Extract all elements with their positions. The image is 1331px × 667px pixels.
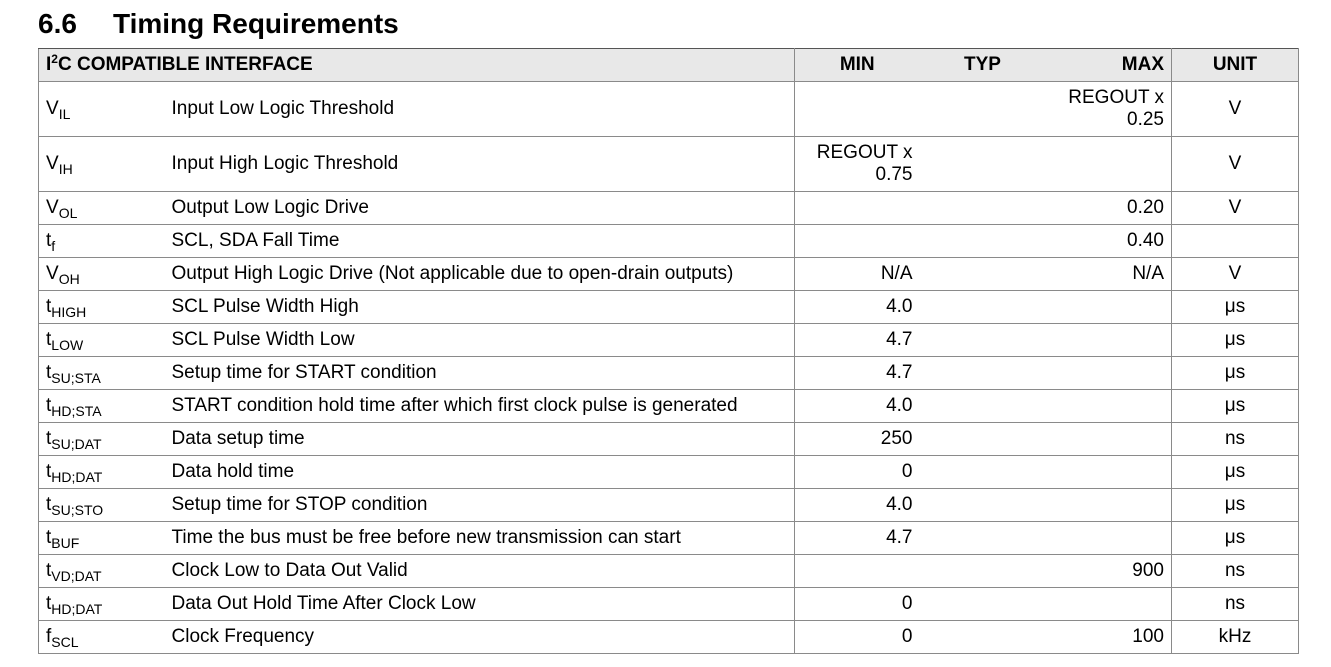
parameter-description: Setup time for STOP condition — [165, 489, 795, 522]
symbol-subscript: IL — [58, 106, 71, 122]
parameter-description: SCL Pulse Width Low — [165, 324, 795, 357]
header-interface — [39, 49, 795, 82]
table-row — [39, 489, 1299, 522]
typ-value — [920, 522, 1046, 555]
symbol-subscript: SCL — [51, 634, 79, 650]
table-row — [39, 588, 1299, 621]
parameter-symbol — [39, 225, 165, 258]
min-value: 0 — [795, 621, 920, 654]
typ-value — [920, 390, 1046, 423]
min-value: 250 — [795, 423, 920, 456]
min-value: 4.0 — [795, 489, 920, 522]
unit-value: μs — [1172, 456, 1299, 489]
symbol-base: t — [46, 296, 52, 317]
symbol-subscript: SU;STA — [51, 370, 101, 386]
symbol-base: t — [46, 560, 52, 581]
unit-value: μs — [1172, 390, 1299, 423]
table-row — [39, 621, 1299, 654]
typ-value — [920, 588, 1046, 621]
parameter-symbol — [39, 258, 165, 291]
unit-value: μs — [1172, 291, 1299, 324]
parameter-description: SCL Pulse Width High — [165, 291, 795, 324]
max-value — [1046, 489, 1172, 522]
parameter-symbol — [39, 291, 165, 324]
unit-value: ns — [1172, 423, 1299, 456]
min-value-line: REGOUT x — [816, 142, 913, 163]
symbol-subscript: HD;DAT — [51, 601, 103, 617]
unit-value: μs — [1172, 489, 1299, 522]
parameter-description: Time the bus must be free before new transmission can start — [165, 522, 795, 555]
symbol-subscript: HD;DAT — [51, 469, 103, 485]
table-row — [39, 357, 1299, 390]
min-value: 0 — [795, 588, 920, 621]
table-header-row — [39, 49, 1299, 82]
table-row — [39, 522, 1299, 555]
table-row — [39, 137, 1299, 192]
min-value-line: 0.75 — [875, 164, 913, 185]
symbol-subscript: BUF — [51, 535, 80, 551]
timing-requirements-table — [38, 48, 1299, 654]
max-value — [1046, 588, 1172, 621]
typ-value — [920, 82, 1046, 137]
parameter-symbol — [39, 588, 165, 621]
max-value-line: 0.25 — [1127, 109, 1164, 130]
symbol-base: f — [46, 626, 52, 647]
max-value: 0.40 — [1046, 225, 1172, 258]
parameter-description: Data setup time — [165, 423, 795, 456]
typ-value — [920, 192, 1046, 225]
symbol-base: t — [46, 230, 52, 251]
typ-value — [920, 137, 1046, 192]
min-value — [795, 555, 920, 588]
unit-value: μs — [1172, 522, 1299, 555]
table-row — [39, 324, 1299, 357]
symbol-subscript: VD;DAT — [51, 568, 102, 584]
typ-value — [920, 456, 1046, 489]
section-number: 6.6 — [38, 8, 77, 39]
table-row — [39, 225, 1299, 258]
table-row — [39, 82, 1299, 137]
symbol-base: t — [46, 527, 52, 548]
parameter-symbol — [39, 390, 165, 423]
unit-value: μs — [1172, 357, 1299, 390]
table-row — [39, 291, 1299, 324]
table-row — [39, 423, 1299, 456]
typ-value — [920, 357, 1046, 390]
header-min: MIN — [795, 49, 920, 82]
symbol-subscript: IH — [58, 161, 73, 177]
max-value — [1046, 82, 1172, 137]
min-value: 0 — [795, 456, 920, 489]
max-value — [1046, 357, 1172, 390]
unit-value: V — [1172, 82, 1299, 137]
table-row — [39, 192, 1299, 225]
parameter-symbol — [39, 489, 165, 522]
unit-value: ns — [1172, 555, 1299, 588]
typ-value — [920, 291, 1046, 324]
parameter-description: Data hold time — [165, 456, 795, 489]
max-value — [1046, 456, 1172, 489]
typ-value — [920, 324, 1046, 357]
min-value — [795, 137, 920, 192]
parameter-symbol — [39, 522, 165, 555]
min-value — [795, 82, 920, 137]
symbol-base: t — [46, 428, 52, 449]
max-value — [1046, 522, 1172, 555]
section-heading: Timing Requirements — [113, 8, 399, 39]
typ-value — [920, 225, 1046, 258]
header-interface-prefix: I — [46, 54, 52, 75]
symbol-subscript: SU;STO — [51, 502, 104, 518]
typ-value — [920, 489, 1046, 522]
parameter-symbol — [39, 192, 165, 225]
parameter-description: Input Low Logic Threshold — [165, 82, 795, 137]
header-typ: TYP — [920, 49, 1046, 82]
symbol-base: t — [46, 329, 52, 350]
parameter-symbol — [39, 357, 165, 390]
max-value: 0.20 — [1046, 192, 1172, 225]
parameter-symbol — [39, 324, 165, 357]
max-value — [1046, 291, 1172, 324]
unit-value — [1172, 225, 1299, 258]
symbol-base: V — [46, 263, 59, 284]
min-value: N/A — [795, 258, 920, 291]
min-value: 4.0 — [795, 291, 920, 324]
max-value-line: REGOUT x — [1068, 87, 1164, 108]
table-row — [39, 555, 1299, 588]
max-value: 900 — [1046, 555, 1172, 588]
parameter-symbol — [39, 456, 165, 489]
max-value — [1046, 390, 1172, 423]
symbol-base: t — [46, 362, 52, 383]
symbol-subscript: OL — [58, 205, 78, 221]
unit-value: V — [1172, 192, 1299, 225]
min-value: 4.7 — [795, 357, 920, 390]
parameter-symbol — [39, 621, 165, 654]
typ-value — [920, 423, 1046, 456]
max-value — [1046, 324, 1172, 357]
min-value: 4.7 — [795, 324, 920, 357]
max-value: N/A — [1046, 258, 1172, 291]
parameter-symbol — [39, 137, 165, 192]
parameter-description: Output Low Logic Drive — [165, 192, 795, 225]
parameter-symbol — [39, 423, 165, 456]
unit-value: μs — [1172, 324, 1299, 357]
header-unit: UNIT — [1172, 49, 1299, 82]
parameter-symbol — [39, 555, 165, 588]
parameter-description: Output High Logic Drive (Not applicable due to open-drain outputs) — [165, 258, 795, 291]
max-value: 100 — [1046, 621, 1172, 654]
symbol-subscript: OH — [58, 271, 80, 287]
parameter-description: Setup time for START condition — [165, 357, 795, 390]
header-interface-suffix: C COMPATIBLE INTERFACE — [57, 54, 313, 75]
header-interface-superscript: 2 — [51, 52, 58, 66]
parameter-description: Input High Logic Threshold — [165, 137, 795, 192]
symbol-base: V — [46, 98, 59, 119]
table-row — [39, 456, 1299, 489]
parameter-description: Clock Low to Data Out Valid — [165, 555, 795, 588]
section-title — [38, 6, 399, 42]
symbol-base: t — [46, 395, 52, 416]
symbol-subscript: HD;STA — [51, 403, 102, 419]
min-value — [795, 192, 920, 225]
min-value: 4.7 — [795, 522, 920, 555]
symbol-subscript: f — [51, 238, 56, 254]
table-row — [39, 390, 1299, 423]
symbol-subscript: LOW — [51, 337, 84, 353]
symbol-subscript: SU;DAT — [51, 436, 102, 452]
symbol-base: t — [46, 494, 52, 515]
symbol-base: V — [46, 153, 59, 174]
typ-value — [920, 621, 1046, 654]
parameter-description: Clock Frequency — [165, 621, 795, 654]
symbol-base: t — [46, 593, 52, 614]
header-max: MAX — [1046, 49, 1172, 82]
symbol-base: t — [46, 461, 52, 482]
table-row — [39, 258, 1299, 291]
unit-value: ns — [1172, 588, 1299, 621]
min-value: 4.0 — [795, 390, 920, 423]
typ-value — [920, 258, 1046, 291]
parameter-description: Data Out Hold Time After Clock Low — [165, 588, 795, 621]
parameter-description: START condition hold time after which first clock pulse is generated — [165, 390, 795, 423]
parameter-description: SCL, SDA Fall Time — [165, 225, 795, 258]
unit-value: V — [1172, 258, 1299, 291]
min-value — [795, 225, 920, 258]
symbol-base: V — [46, 197, 59, 218]
typ-value — [920, 555, 1046, 588]
max-value — [1046, 423, 1172, 456]
table-body — [39, 82, 1299, 654]
unit-value: V — [1172, 137, 1299, 192]
symbol-subscript: HIGH — [51, 304, 87, 320]
parameter-symbol — [39, 82, 165, 137]
max-value — [1046, 137, 1172, 192]
unit-value: kHz — [1172, 621, 1299, 654]
